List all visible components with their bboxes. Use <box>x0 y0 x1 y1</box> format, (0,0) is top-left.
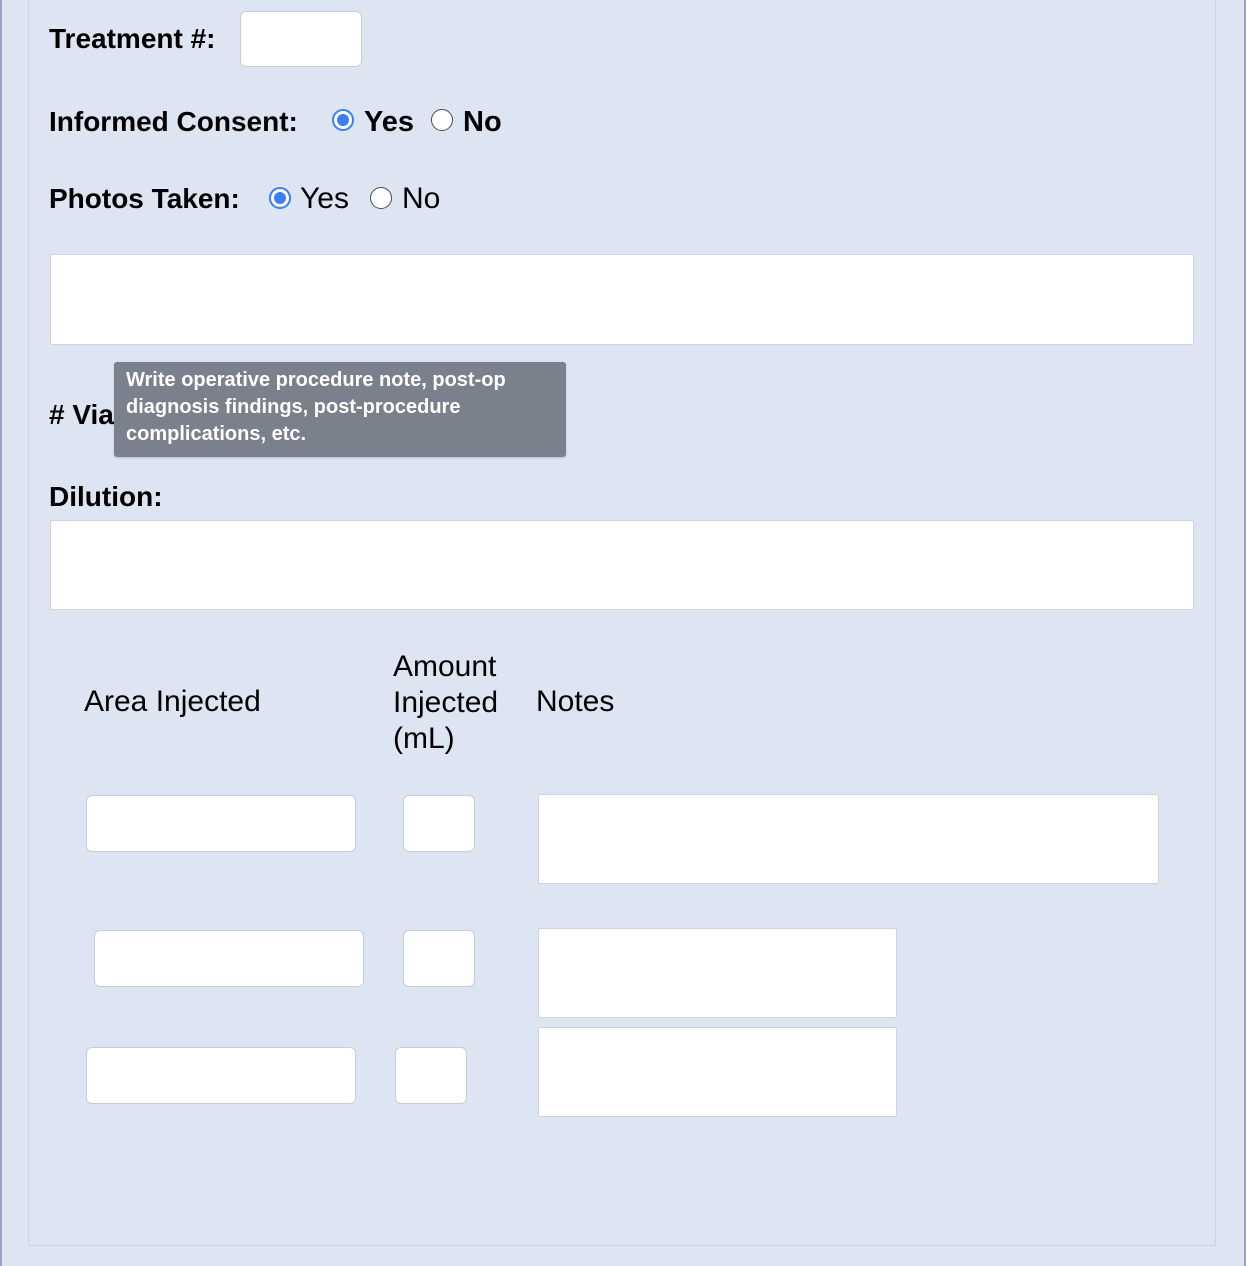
procedure-note-tooltip: Write operative procedure note, post-op diagnosis findings, post-procedure complications, etc. <box>114 362 566 457</box>
photos-taken-yes-radio[interactable] <box>269 187 291 209</box>
photos-taken-yes-label[interactable]: Yes <box>300 182 349 215</box>
informed-consent-no-label[interactable]: No <box>463 106 502 138</box>
informed-consent-yes-label[interactable]: Yes <box>364 106 414 138</box>
treatment-number-input[interactable] <box>240 11 362 67</box>
area-injected-input-3[interactable] <box>86 1047 356 1104</box>
amount-injected-input-2[interactable] <box>403 930 475 987</box>
area-injected-input-1[interactable] <box>86 795 356 852</box>
procedure-note-textarea[interactable] <box>50 254 1194 345</box>
dilution-textarea[interactable] <box>50 520 1194 610</box>
photos-taken-label: Photos Taken: <box>49 183 240 214</box>
dilution-label: Dilution: <box>49 481 163 512</box>
column-header-area-injected: Area Injected <box>84 685 261 718</box>
column-header-notes: Notes <box>536 685 615 718</box>
column-header-amount-injected: Amount Injected (mL) <box>393 650 499 755</box>
area-injected-input-2[interactable] <box>94 930 364 987</box>
amount-injected-input-1[interactable] <box>403 795 475 852</box>
notes-textarea-1[interactable] <box>538 794 1159 884</box>
treatment-number-label: Treatment #: <box>49 23 216 54</box>
photos-taken-no-radio[interactable] <box>370 187 392 209</box>
notes-textarea-2[interactable] <box>538 928 897 1018</box>
informed-consent-label: Informed Consent: <box>49 106 298 137</box>
photos-taken-no-label[interactable]: No <box>402 182 441 215</box>
informed-consent-yes-radio[interactable] <box>332 109 354 131</box>
notes-textarea-3[interactable] <box>538 1027 897 1117</box>
vials-label: # Via <box>49 399 114 430</box>
informed-consent-no-radio[interactable] <box>431 109 453 131</box>
amount-injected-input-3[interactable] <box>395 1047 467 1104</box>
